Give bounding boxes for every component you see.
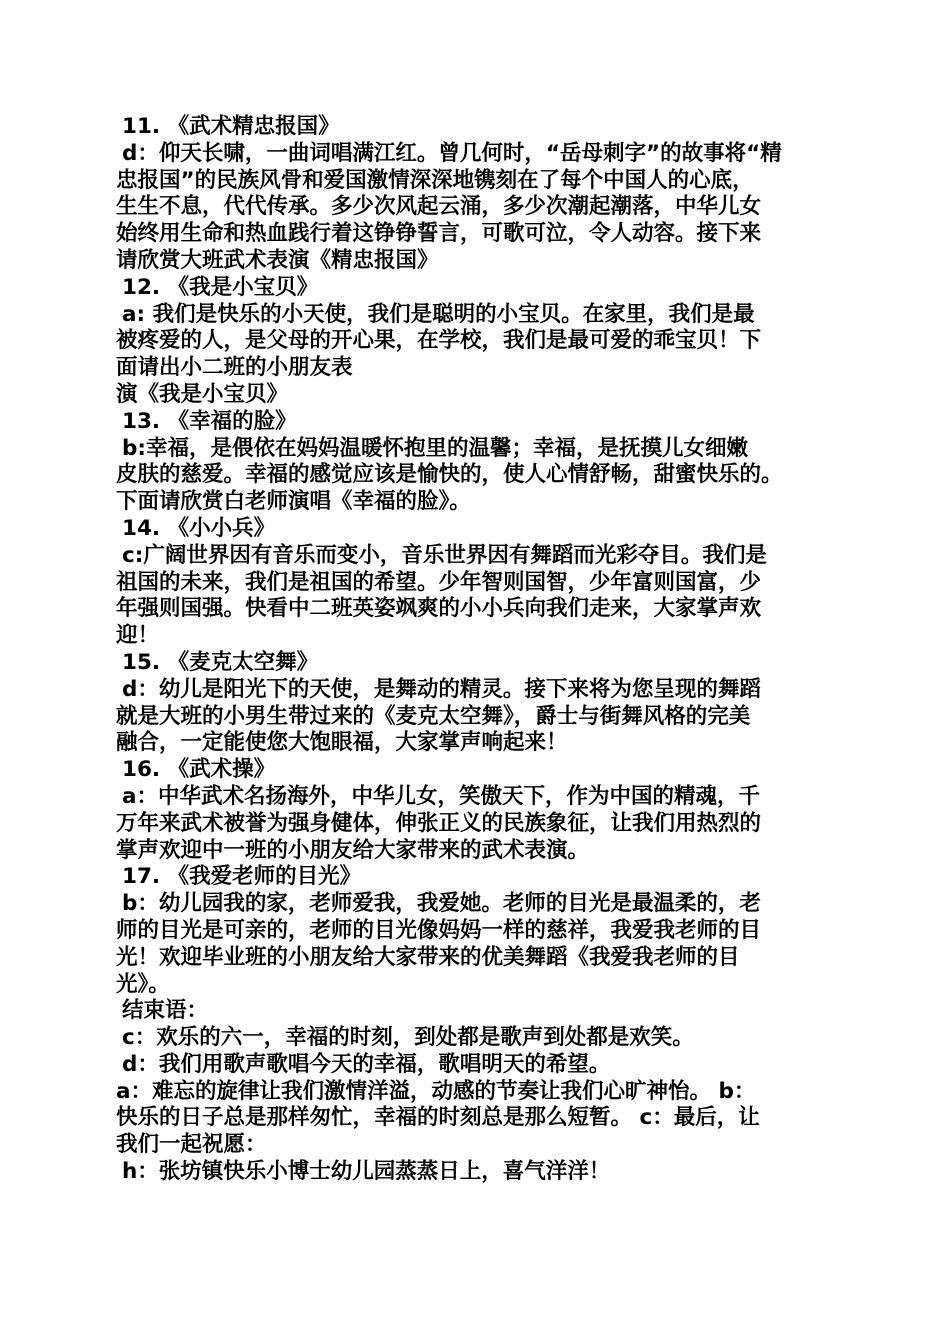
text-line: 始终用生命和热血践行着这铮铮誓言，可歌可泣，令人动容。接下来 (116, 221, 762, 247)
text-line: 融合，一定能使您大饱眼福，大家掌声响起来！ (116, 730, 568, 756)
text-line: 17. 《我爱老师的目光》 (122, 864, 362, 890)
text-line: 15. 《麦克太空舞》 (122, 649, 319, 675)
text-line: 光》。 (116, 971, 170, 997)
text-line: 13. 《幸福的脸》 (122, 408, 297, 434)
text-line: 被疼爱的人，是父母的开心果，在学校，我们是最可爱的乖宝贝！下 (116, 328, 762, 354)
text-line: d：仰天长啸，一曲词唱满江红。曾几何时，“岳母刺字”的故事将“精 (122, 140, 782, 166)
text-line: 下面请欣赏白老师演唱《幸福的脸》。 (116, 489, 471, 515)
text-line: 掌声欢迎中一班的小朋友给大家带来的武术表演。 (116, 837, 590, 863)
text-line: a：中华武术名扬海外，中华儿女，笑傲天下，作为中国的精魂，千 (122, 783, 761, 809)
text-line: a: 我们是快乐的小天使，我们是聪明的小宝贝。在家里，我们是最 (122, 301, 755, 327)
text-line: c:广阔世界因有音乐而变小，音乐世界因有舞蹈而光彩夺目。我们是 (122, 542, 767, 568)
text-line: 16. 《武术操》 (122, 757, 276, 783)
text-line: 忠报国”的民族风骨和爱国激情深深地镌刻在了每个中国人的心底， (116, 167, 754, 193)
text-line: 面请出小二班的小朋友表 (116, 355, 353, 381)
text-line: b:幸福，是偎依在妈妈温暖怀抱里的温馨；幸福，是抚摸儿女细嫩 (122, 435, 748, 461)
text-line: 皮肤的慈爱。幸福的感觉应该是愉快的，使人心情舒畅，甜蜜快乐的。 (116, 462, 783, 488)
text-line: 11. 《武术精忠报国》 (122, 114, 340, 139)
text-line: 我们一起祝愿： (116, 1132, 267, 1158)
document-body (116, 114, 846, 1186)
text-line: d：我们用歌声歌唱今天的幸福，歌唱明天的希望。 (122, 1051, 611, 1077)
text-line: d：幼儿是阳光下的天使，是舞动的精灵。接下来将为您呈现的舞蹈 (122, 676, 761, 702)
text-line: 祖国的未来，我们是祖国的希望。少年智则国智，少年富则国富，少 (116, 569, 762, 595)
text-line: 14. 《小小兵》 (122, 515, 276, 541)
text-line: 年强则国强。快看中二班英姿飒爽的小小兵向我们走来，大家掌声欢 (116, 596, 762, 622)
text-line: 就是大班的小男生带过来的《麦克太空舞》，爵士与街舞风格的完美 (116, 703, 751, 729)
text-line: 迎！ (116, 623, 160, 649)
text-line: 演《我是小宝贝》 (116, 381, 289, 407)
text-line: c：欢乐的六一，幸福的时刻，到处都是歌声到处都是欢笑。 (122, 1025, 694, 1051)
text-line: 12. 《我是小宝贝》 (122, 274, 319, 300)
text-line: b：幼儿园我的家，老师爱我，我爱她。老师的目光是最温柔的，老 (122, 891, 761, 917)
text-line: 结束语： (122, 998, 209, 1024)
text-line: 万年来武术被誉为强身健体，伸张正义的民族象征，让我们用热烈的 (116, 810, 762, 836)
text-line: a：难忘的旋律让我们激情洋溢，动感的节奏让我们心旷神怡。 b： (116, 1078, 756, 1104)
text-line: 生生不息，代代传承。多少次风起云涌，多少次潮起潮落，中华儿女 (116, 194, 762, 220)
text-line: h：张坊镇快乐小博士幼儿园蒸蒸日上，喜气洋洋！ (122, 1159, 611, 1185)
text-line: 师的目光是可亲的，老师的目光像妈妈一样的慈祥，我爱我老师的目 (116, 917, 762, 943)
text-line: 光！欢迎毕业班的小朋友给大家带来的优美舞蹈《我爱我老师的目 (116, 944, 740, 970)
text-line: 请欣赏大班武术表演《精忠报国》 (116, 247, 439, 273)
text-line: 快乐的日子总是那样匆忙，幸福的时刻总是那么短暂。 c：最后，让 (116, 1105, 760, 1131)
